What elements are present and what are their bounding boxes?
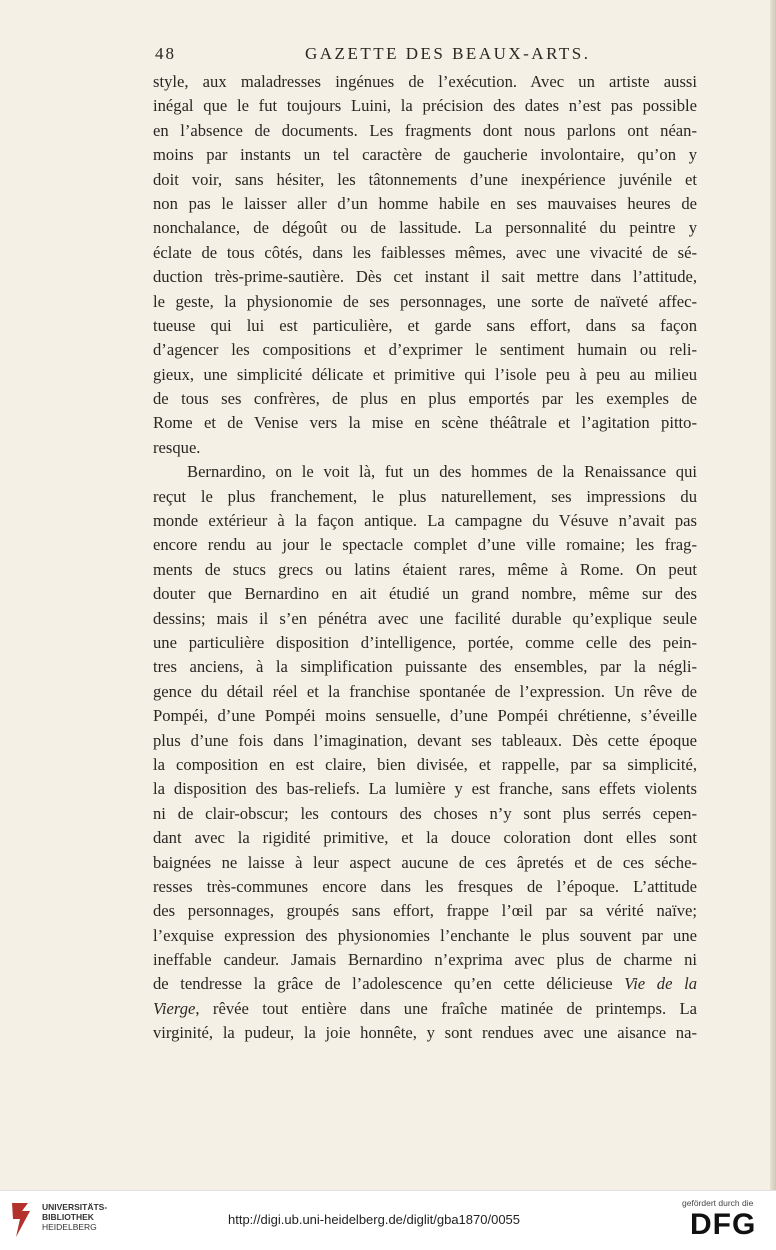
library-name-line: HEIDELBERG [42,1222,97,1232]
text-line: ments de stucs grecs ou latins étaient rares, même à Rome. On peut [153,559,697,579]
text-line: gieux, une simplicité délicate et primitive qui l’isole peu à peu au milieu [153,364,697,384]
text-line: gence du détail réel et la franchise spontanée de l’expression. Un rêve de [153,681,697,701]
text-line: inégal que le fut toujours Luini, la précision des dates n’est pas possible [153,96,697,116]
text-line: tres anciens, à la simplification puissante des ensembles, par la négli- [153,657,697,677]
text-line: le geste, la physionomie de ses personnages, une sorte de naïveté affec- [153,291,697,311]
text-line: baignées ne laisse à leur aspect aucune de ces âpretés et de ces séche- [153,852,697,872]
text-line: d’agencer les compositions et d’exprimer le sentiment humain ou reli- [153,340,697,360]
paragraph-start-line: Bernardino, on le voit là, fut un des hommes de la Renaissance qui [187,462,697,482]
library-name-line: UNIVERSITÄTS- [42,1202,108,1212]
text-line: douter que Bernardino en ait étudié un grand nombre, même sur des [153,584,697,604]
text-line: monde extérieur à la façon antique. La campagne du Vésuve n’avait pas [153,511,697,531]
text-line-with-italic [153,972,697,996]
text-line: resses très-communes encore dans les fresques de l’époque. L’attitude [153,876,697,896]
text-line: non pas le laisser aller d’un homme habile en ses mauvaises heures de [153,193,697,213]
funder-note: gefördert durch die [682,1198,754,1208]
digitization-footer [0,1190,776,1250]
text-line: encore rendu au jour le spectacle complet d’une ville romaine; les frag- [153,535,697,555]
text-line: nonchalance, de dégoût ou de lassitude. La personnalité du peintre y [153,218,697,238]
text-line: en l’absence de documents. Les fragments dont nous parlons ont néan- [153,120,697,140]
library-name-line: BIBLIOTHEK [42,1212,94,1222]
text-line-fragment: de tendresse la grâce de l’adolescence qu’en cette délicieuse [153,974,625,994]
text-line: virginité, la pudeur, la joie honnête, y sont rendues avec une aisance na- [153,1023,697,1043]
page-edge [770,0,776,1190]
text-line: tueuse qui lui est particulière, et garde sans effort, dans sa façon [153,315,697,335]
text-line-fragment: , rêvée tout entière dans une fraîche matinée de printemps. La [195,998,697,1018]
text-line: duction très-prime-sautière. Dès cet instant il sait mettre dans l’attitude, [153,267,697,287]
page-number: 48 [155,44,176,63]
italic-title-fragment: Vierge [153,998,196,1018]
text-line: une particulière disposition d’intelligence, portée, comme celle des pein- [153,632,697,652]
text-line: doit voir, sans hésiter, les tâtonnements d’une inexpérience juvénile et [153,169,697,189]
text-line-with-italic [153,997,697,1021]
text-line: des personnages, groupés sans effort, frappe l’œil par sa vérité naïve; [153,901,697,921]
text-line: resque. [153,437,201,457]
text-line: ni de clair-obscur; les contours des choses n’y sont plus serrés cepen- [153,803,697,823]
text-line: la composition en est claire, bien divisée, et rappelle, par sa simplicité, [153,754,697,774]
text-line: de tous ses confrères, de plus en plus emportés par les exemples de [153,389,697,409]
running-head [155,44,695,68]
text-line: dessins; mais il s’en pénétra avec une facilité durable qu’explique seule [153,608,697,628]
university-library-logo-icon [8,1199,36,1241]
text-line: reçut le plus franchement, le plus naturellement, ses impressions du [153,486,697,506]
text-line: Pompéi, d’une Pompéi moins sensuelle, d’une Pompéi chrétienne, s’éveille [153,706,697,726]
library-name [42,1202,107,1232]
text-line: ineffable candeur. Jamais Bernardino n’exprima avec plus de charme ni [153,950,697,970]
text-line: Rome et de Venise vers la mise en scène théâtrale et l’agitation pitto- [153,413,697,433]
article-text [153,70,697,1046]
journal-title: GAZETTE DES BEAUX-ARTS. [305,44,591,63]
text-line: la disposition des bas-reliefs. La lumière y est franche, sans effets violents [153,779,697,799]
text-line: moins par instants un tel caractère de gaucherie involontaire, qu’on y [153,145,697,165]
text-line: l’exquise expression des physionomies l’enchante le plus souvent par une [153,925,697,945]
source-url-link[interactable]: http://digi.ub.uni-heidelberg.de/diglit/gba1870/0055 [228,1212,521,1227]
text-line: plus d’une fois dans l’imagination, devant ses tableaux. Dès cette époque [153,730,697,750]
text-line: style, aux maladresses ingénues de l’exécution. Avec un artiste aussi [153,72,697,91]
italic-title-fragment: Vie de la [624,974,697,994]
text-line: éclate de tous côtés, dans les faiblesses mêmes, avec une vivacité de sé- [153,242,697,262]
text-line: dant avec la rigidité primitive, et la douce coloration dont elles sont [153,828,697,848]
dfg-logo: DFG [690,1208,757,1241]
